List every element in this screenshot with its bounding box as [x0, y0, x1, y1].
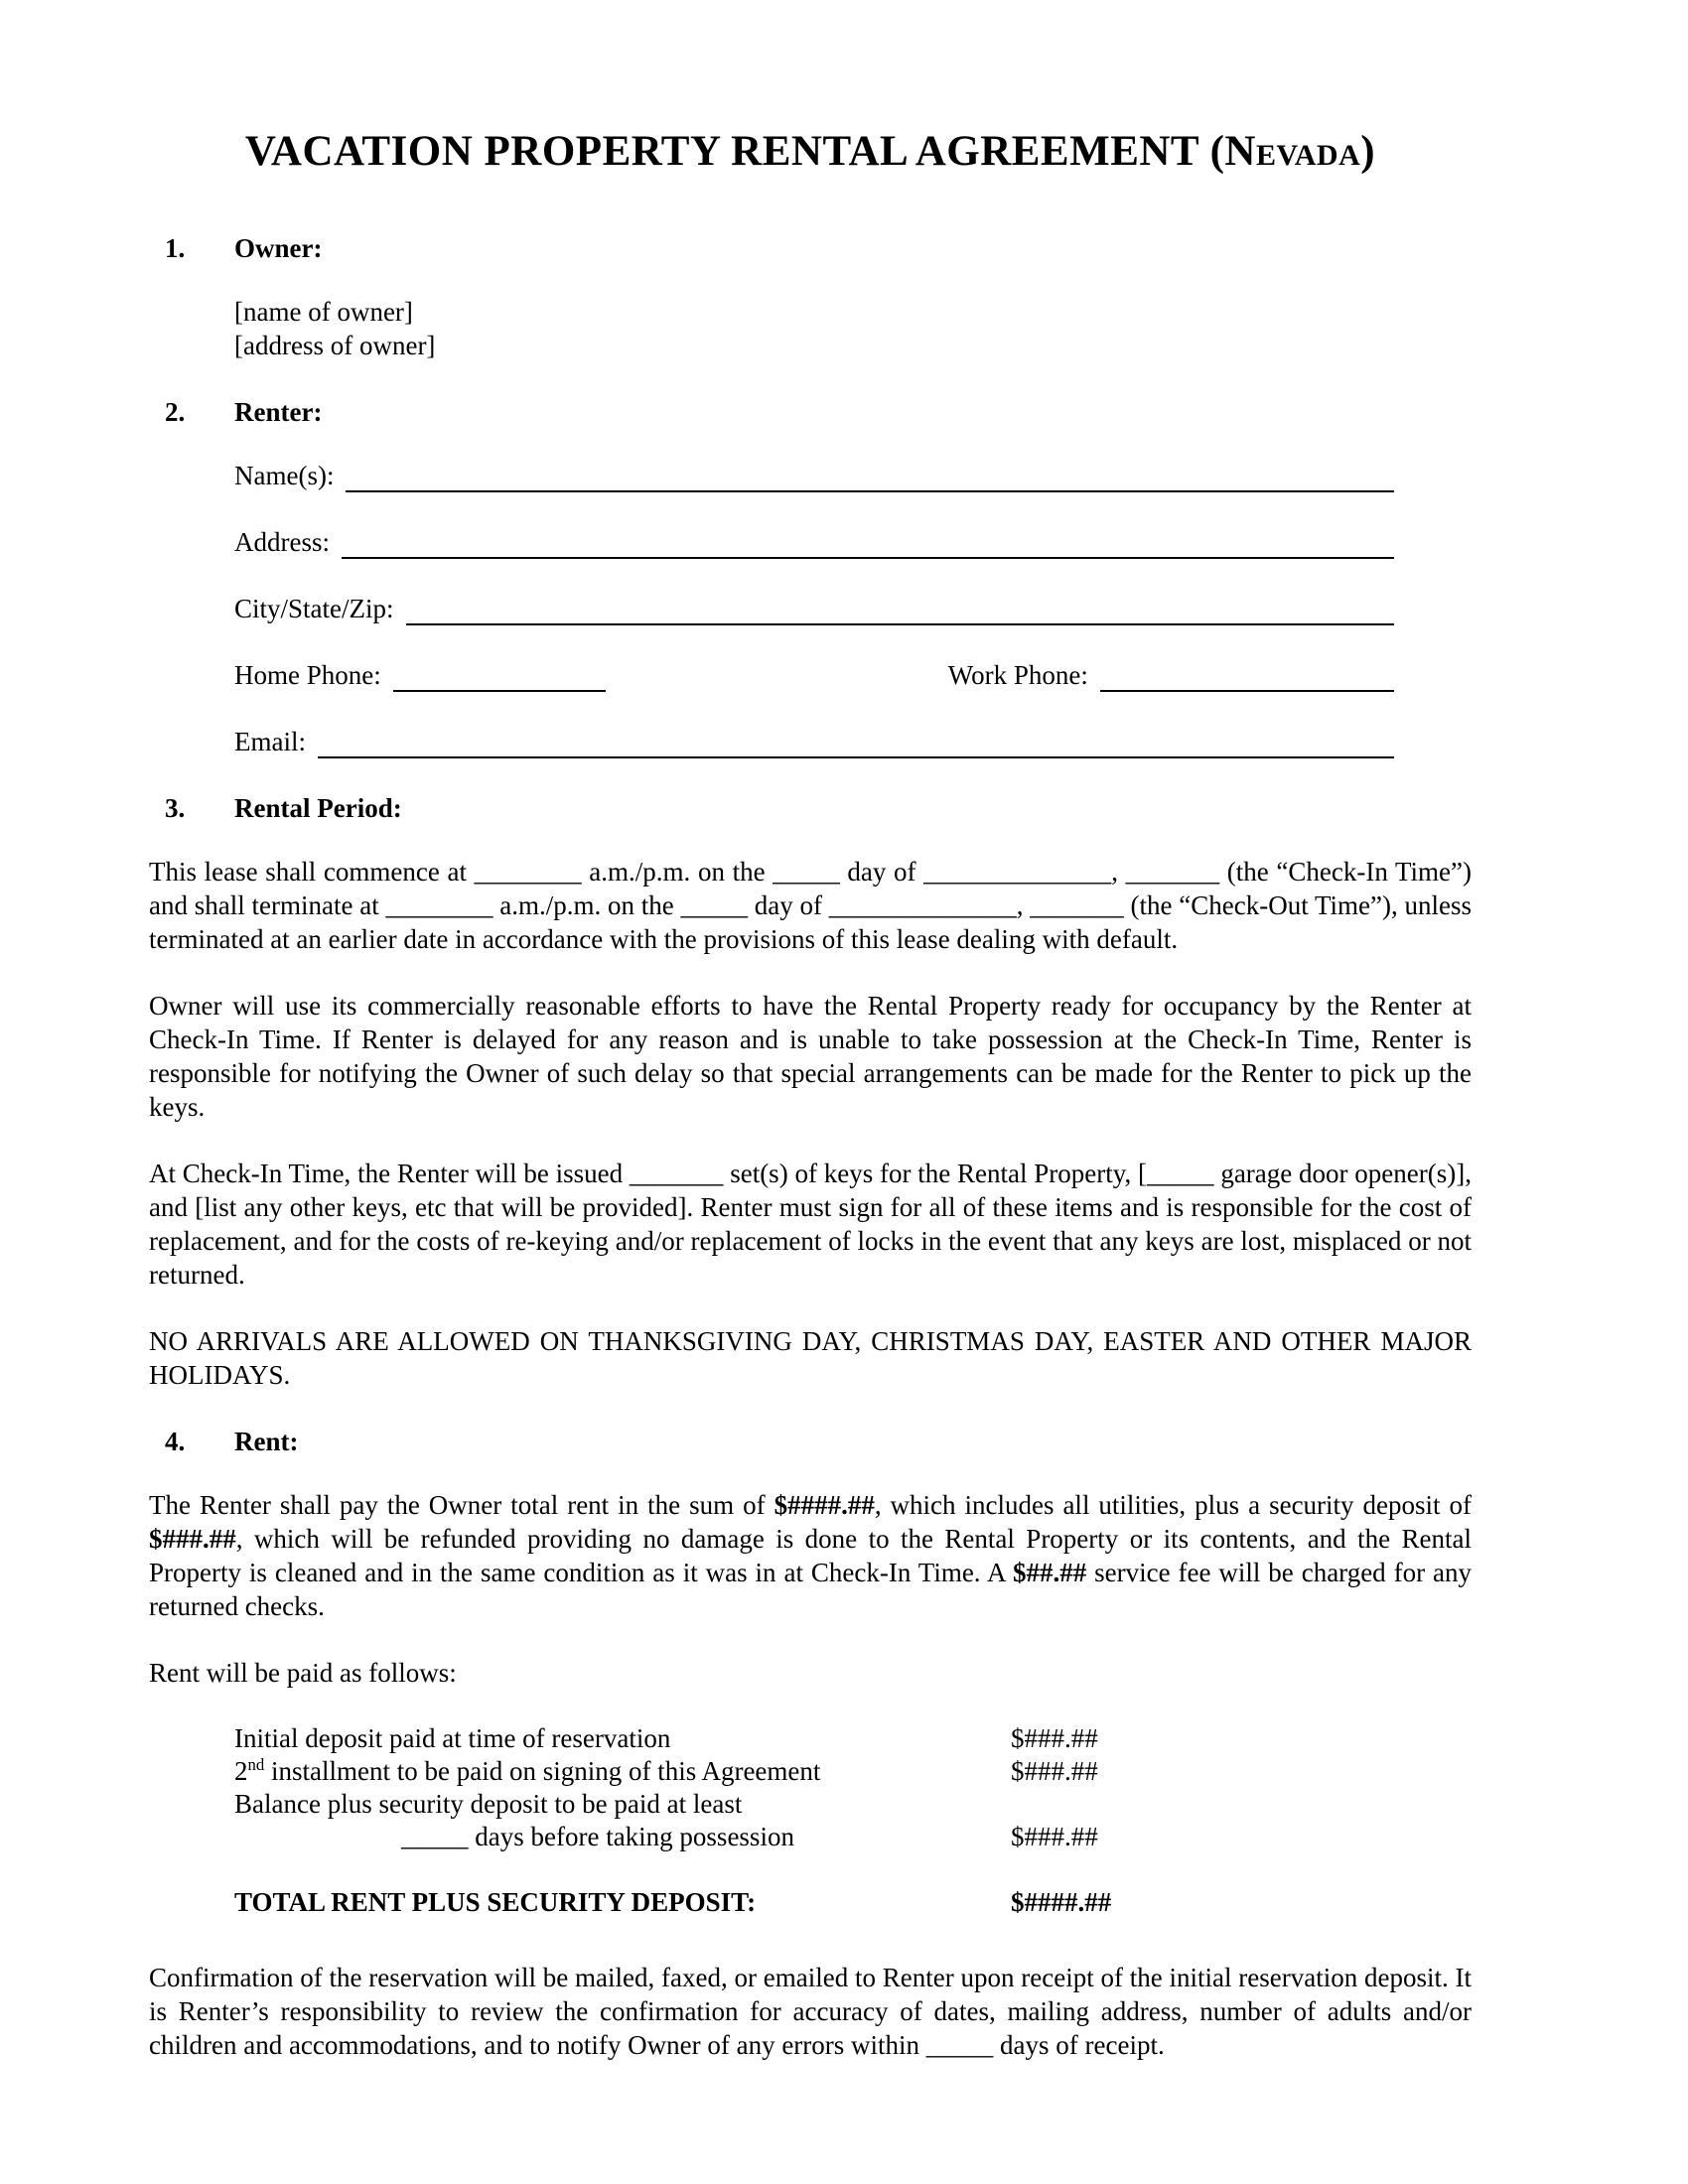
- rent-section-heading: [149, 1425, 1472, 1458]
- rental-period-section-number: 3.: [165, 793, 186, 823]
- returned-check-fee-amount: $##.##: [1012, 1558, 1087, 1587]
- rental-period-paragraph-2: Owner will use its commercially reasonable efforts to have the Rental Property ready for occupancy by the Renter at Check-In Time. If Renter is delayed for any reason and is unable to take possession at the Check-In Time, Renter is responsible for notifying the Owner of such delay so that special arrangements can be made for the Renter to pick up the keys.: [149, 991, 1472, 1122]
- rent-section-number: 4.: [165, 1427, 186, 1456]
- schedule-row-label: Balance plus security deposit to be paid at least: [234, 1789, 743, 1819]
- security-deposit-amount: $###.##: [149, 1524, 236, 1554]
- home-phone-label: Home Phone:: [234, 660, 381, 690]
- schedule-row-balance: [234, 1788, 1472, 1821]
- total-rent-amount: $####.##: [774, 1490, 875, 1520]
- rent-paragraph-text-3: , which will be refunded providing no damage is done to the Rental Property or its contents, and the Rental Property is cleaned and in the same condition as it was in at Check-In Time. A: [149, 1524, 1472, 1587]
- schedule-row-second-installment: [234, 1755, 1472, 1788]
- names-input-line[interactable]: [346, 460, 1394, 492]
- page-title: [149, 127, 1472, 176]
- rent-section-label: Rent:: [234, 1427, 299, 1456]
- home-phone-input-line[interactable]: [393, 659, 606, 692]
- rent-paragraph: [149, 1488, 1472, 1623]
- schedule-row-amount: $###.##: [1011, 1822, 1098, 1851]
- owner-section-label: Owner:: [234, 233, 323, 263]
- names-field-row: [234, 459, 1394, 492]
- rent-paragraph-text-2: , which includes all utilities, plus a security deposit of: [874, 1490, 1472, 1520]
- schedule-row-amount: $###.##: [1011, 1723, 1098, 1753]
- renter-section-number: 2.: [165, 397, 186, 427]
- renter-fields: [234, 459, 1394, 758]
- address-field-row: [234, 525, 1394, 559]
- work-phone-label: Work Phone:: [947, 660, 1088, 690]
- rent-paragraph-text-1: The Renter shall pay the Owner total rent in the sum of: [149, 1490, 774, 1520]
- confirmation-paragraph: Confirmation of the reservation will be mailed, faxed, or emailed to Renter upon receipt of the initial reservation deposit. It is Renter’s responsibility to review the confirmation for accuracy of dates, mailing address, number of adults and/or children and accommodations, and to notify Owner of any errors within _____ days of receipt.: [149, 1963, 1472, 2060]
- ordinal-suffix: nd: [247, 1755, 265, 1774]
- renter-section-label: Renter:: [234, 397, 323, 427]
- owner-section-heading: [149, 231, 1472, 265]
- email-label: Email:: [234, 727, 306, 756]
- schedule-row-label: [234, 1755, 1011, 1788]
- payment-schedule-intro: Rent will be paid as follows:: [149, 1658, 457, 1688]
- schedule-row-label: _____ days before taking possession: [401, 1822, 794, 1851]
- schedule-row-initial-deposit: [234, 1722, 1472, 1755]
- work-phone-input-line[interactable]: [1100, 659, 1394, 692]
- installment-text: installment to be paid on signing of this Agreement: [264, 1756, 821, 1786]
- title-prefix: VACATION PROPERTY RENTAL AGREEMENT (: [244, 128, 1225, 175]
- owner-name-placeholder: [name of owner]: [234, 297, 413, 327]
- city-state-zip-label: City/State/Zip:: [234, 594, 394, 623]
- schedule-total-label: TOTAL RENT PLUS SECURITY DEPOSIT:: [234, 1887, 757, 1917]
- rent-paragraph-text-4: service fee will be charged for any returned checks.: [149, 1558, 1472, 1621]
- title-state: Nevada: [1224, 128, 1361, 175]
- rental-period-section-heading: [149, 791, 1472, 825]
- payment-schedule: [234, 1722, 1472, 1919]
- rental-period-paragraph-1: This lease shall commence at ________ a.m./p.m. on the _____ day of ______________, _______ (the “Check-In Time”) and shall terminate at ________ a.m./p.m. on the _____ day of ______________, _______ (the “Check-Out Time”), unless terminated at an earlier date in accordance with the provisions of this lease dealing with default.: [149, 857, 1472, 954]
- installment-number: 2: [234, 1756, 248, 1786]
- rental-period-paragraph-3: At Check-In Time, the Renter will be issued _______ set(s) of keys for the Rental Property, [_____ garage door opener(s)], and [list any other keys, etc that will be provided]. Renter must sign for all of these items and is responsible for the cost of replacement, and for the costs of re-keying and/or replacement of locks in the event that any keys are lost, misplaced or not returned.: [149, 1159, 1472, 1290]
- address-input-line[interactable]: [342, 526, 1394, 559]
- phone-field-row: [234, 658, 1394, 692]
- no-arrivals-notice: NO ARRIVALS ARE ALLOWED ON THANKSGIVING DAY, CHRISTMAS DAY, EASTER AND OTHER MAJOR HOLIDAYS.: [149, 1326, 1472, 1390]
- names-label: Name(s):: [234, 461, 335, 490]
- email-field-row: [234, 725, 1394, 758]
- email-input-line[interactable]: [318, 726, 1394, 758]
- owner-section-number: 1.: [165, 233, 186, 263]
- address-label: Address:: [234, 527, 330, 557]
- owner-details: [234, 295, 1472, 362]
- schedule-row-amount: $###.##: [1011, 1756, 1098, 1786]
- schedule-row-label: Initial deposit paid at time of reservation: [234, 1723, 671, 1753]
- renter-section-heading: [149, 395, 1472, 429]
- city-state-zip-field-row: [234, 592, 1394, 625]
- rental-period-section-label: Rental Period:: [234, 793, 402, 823]
- schedule-total-amount: $####.##: [1011, 1887, 1112, 1917]
- schedule-row-days-before-possession: [234, 1821, 1472, 1853]
- schedule-total-row: [234, 1886, 1472, 1919]
- city-state-zip-input-line[interactable]: [406, 593, 1395, 625]
- owner-address-placeholder: [address of owner]: [234, 331, 436, 360]
- title-suffix: ): [1360, 128, 1376, 175]
